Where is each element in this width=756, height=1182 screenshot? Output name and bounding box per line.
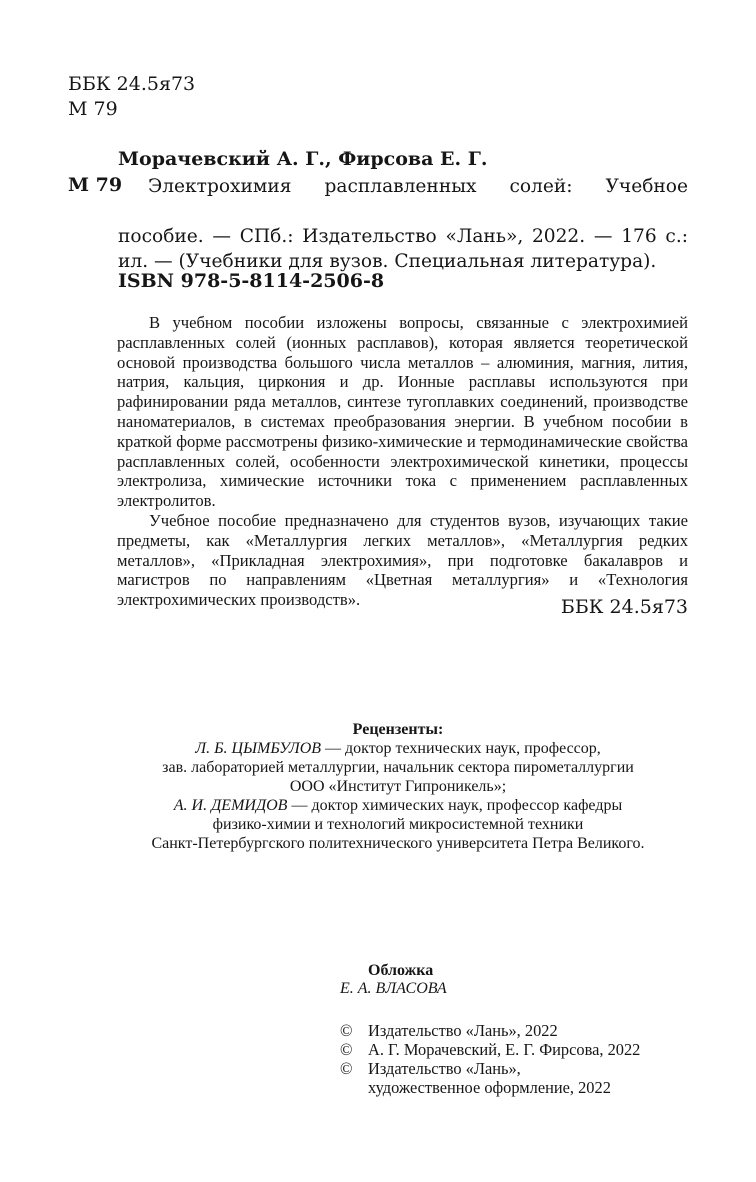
authors: Морачевский А. Г., Фирсова Е. Г. (118, 148, 488, 170)
reviewer-2-line-2: физико-химии и технологий микросистемной техники (212, 816, 584, 833)
copyright-icon: © (340, 1059, 353, 1078)
reviewers-heading: Рецензенты: (352, 721, 444, 738)
reviewer-1-title: — доктор технических наук, профессор, (321, 740, 601, 757)
reviewer-2-line-3: Санкт-Петербургского политехнического университета Петра Великого. (151, 835, 645, 852)
bbk-classification-bottom: ББК 24.5я73 (560, 596, 688, 618)
reviewer-1-line-1 (68, 739, 728, 758)
bbk-code: ББК 24.5я73 (68, 73, 196, 95)
reviewer-1-name: Л. Б. ЦЫМБУЛОВ (195, 740, 322, 757)
copyrights-block (340, 1021, 640, 1097)
isbn: ISBN 978-5-8114-2506-8 (118, 270, 385, 292)
copyright-row-1 (340, 1021, 640, 1040)
copyright-icon: © (340, 1040, 353, 1059)
annotation-paragraph-2: Учебное пособие предназначено для студентов вузов, изучающих такие предметы, как «Металлургия легких металлов», «Металлургия редких металлов», «Прикладная электрохимия», при подготовке бакалавров и магистров по направлениям «Цветная металлургия» и «Технология электрохимических производств». (117, 510, 688, 610)
title-line-2: пособие. — СПб.: Издательство «Лань», 2022. — 176 с.: (118, 226, 688, 247)
copyright-text-1: Издательство «Лань», 2022 (368, 1021, 558, 1040)
reviewers-block (68, 720, 728, 853)
copyright-text-2: А. Г. Морачевский, Е. Г. Фирсова, 2022 (368, 1040, 641, 1059)
reviewer-2-title: — доктор химических наук, профессор кафедры (287, 797, 623, 814)
title-line-3: ил. — (Учебники для вузов. Специальная литература). (118, 251, 657, 272)
reviewer-2-name: А. И. ДЕМИДОВ (173, 797, 288, 814)
cover-heading: Обложка (368, 962, 434, 979)
annotation (117, 313, 688, 610)
copyright-text-3 (368, 1059, 611, 1097)
bbk-classification-top (68, 72, 195, 122)
reviewer-1-line-3: ООО «Институт Гипроникель»; (289, 778, 507, 795)
book-title-continued (118, 224, 688, 274)
copyright-icon: © (340, 1021, 353, 1040)
author-code: М 79 (68, 174, 123, 196)
title-line-1: Электрохимия расплавленных солей: Учебное (148, 176, 688, 197)
book-title-description (148, 174, 688, 199)
copyright-row-2 (340, 1040, 640, 1059)
author-mark: М 79 (68, 98, 118, 120)
copyright-row-3 (340, 1059, 640, 1097)
cover-designer: Е. А. ВЛАСОВА (340, 980, 447, 997)
copyright-text-3-line-1: Издательство «Лань», (368, 1059, 521, 1078)
reviewer-1-line-2: зав. лабораторией металлургии, начальник сектора пирометаллургии (162, 759, 634, 776)
annotation-paragraph-1: В учебном пособии изложены вопросы, связанные с электрохимией расплавленных солей (ионных расплавов), которая является теоретической основой производства большого числа металлов – алюминия, магния, лития, натрия, кальция, циркония и др. Ионные расплавы используются при рафинировании ряда металлов, синтезе тугоплавких соединений, производстве наноматериалов, в системах преобразования энергии. В учебном пособии в краткой форме рассмотрены физико-химические и термодинамические свойства расплавленных солей, особенности электрохимической кинетики, процессы электролиза, химические источники тока с применением расплавленных электролитов. (117, 313, 688, 511)
reviewer-2-line-1 (68, 796, 728, 815)
copyright-text-3-line-2: художественное оформление, 2022 (368, 1078, 611, 1097)
